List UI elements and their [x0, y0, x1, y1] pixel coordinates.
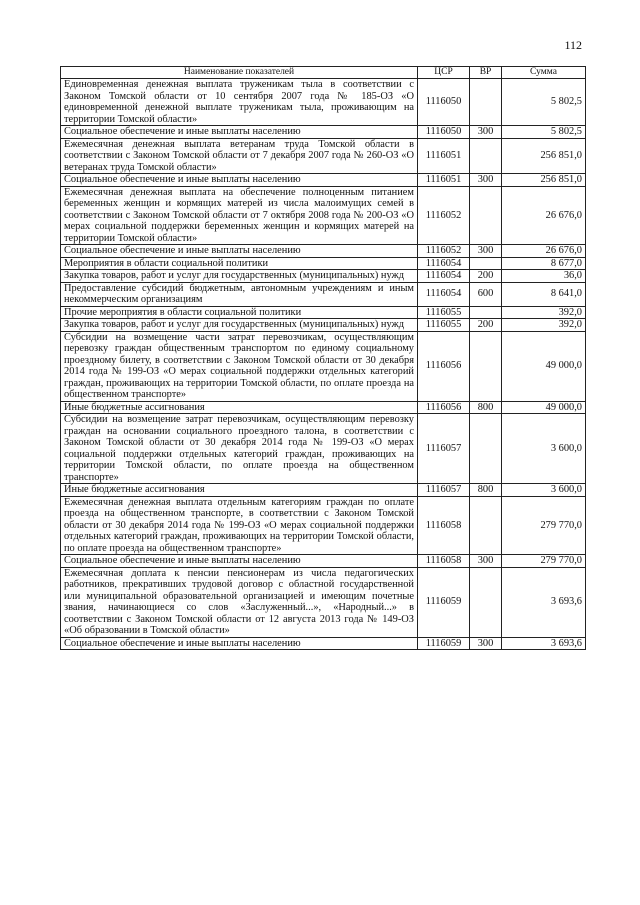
cell-name: Социальное обеспечение и иные выплаты населению [61, 174, 418, 187]
cell-name: Ежемесячная денежная выплата на обеспечение полноценным питанием беременных женщин и кормящих матерей из числа малоимущих семей в соответствии с Законом Томской области от 7 октября 2008 года № 200-ОЗ «О мерах социальной поддержки беременных женщин и кормящих матерей на территории Томской области» [61, 186, 418, 245]
header-name: Наименование показателей [61, 67, 418, 79]
cell-name: Социальное обеспечение и иные выплаты населению [61, 555, 418, 568]
cell-sum: 49 000,0 [502, 331, 586, 401]
cell-vr: 200 [470, 270, 502, 283]
page-number: 112 [564, 38, 582, 52]
table-row [61, 484, 586, 497]
cell-csr: 1116057 [418, 484, 470, 497]
cell-vr: 200 [470, 319, 502, 332]
cell-csr: 1116054 [418, 257, 470, 270]
cell-csr: 1116052 [418, 245, 470, 258]
cell-vr [470, 567, 502, 637]
cell-csr: 1116058 [418, 496, 470, 555]
table-row [61, 306, 586, 319]
header-sum: Сумма [502, 67, 586, 79]
cell-vr [470, 79, 502, 126]
table-row [61, 567, 586, 637]
cell-csr: 1116050 [418, 79, 470, 126]
table-row [61, 126, 586, 139]
table-row [61, 637, 586, 650]
cell-csr: 1116054 [418, 282, 470, 306]
cell-csr: 1116056 [418, 401, 470, 414]
cell-sum: 256 851,0 [502, 174, 586, 187]
cell-name: Закупка товаров, работ и услуг для государственных (муниципальных) нужд [61, 319, 418, 332]
cell-csr: 1116055 [418, 306, 470, 319]
table-row [61, 186, 586, 245]
table-row [61, 401, 586, 414]
cell-vr [470, 257, 502, 270]
cell-csr: 1116059 [418, 567, 470, 637]
table-row [61, 174, 586, 187]
cell-sum: 392,0 [502, 319, 586, 332]
cell-name: Единовременная денежная выплата труженикам тыла в соответствии с Законом Томской области от 10 сентября 2007 года № 185-ОЗ «О единовременной денежной выплате труженикам тыла, проживающим на территории Томской области» [61, 79, 418, 126]
cell-csr: 1116058 [418, 555, 470, 568]
cell-name: Субсидии на возмещение части затрат перевозчикам, осуществляющим перевозку граждан общественным транспортом по единому социальному проездному билету, в соответствии с Законом Томской области от 30 декабря 2014 года № 199-ОЗ «О мерах социальной поддержки отдельных категорий граждан, проживающих на территории Томской области, по оплате проезда на общественном транспорте» [61, 331, 418, 401]
table-row [61, 414, 586, 484]
table-row [61, 319, 586, 332]
cell-sum: 26 676,0 [502, 186, 586, 245]
cell-name: Предоставление субсидий бюджетным, автономным учреждениям и иным некоммерческим организациям [61, 282, 418, 306]
table-row [61, 555, 586, 568]
cell-sum: 256 851,0 [502, 138, 586, 174]
header-vr: ВР [470, 67, 502, 79]
cell-vr: 800 [470, 484, 502, 497]
cell-vr [470, 331, 502, 401]
cell-name: Ежемесячная денежная выплата ветеранам труда Томской области в соответствии с Законом Томской области от 7 декабря 2007 года № 260-ОЗ «О ветеранах труда Томской области» [61, 138, 418, 174]
cell-name: Мероприятия в области социальной политики [61, 257, 418, 270]
cell-name: Субсидии на возмещение затрат перевозчикам, осуществляющим перевозку граждан на основании социального проездного талона, в соответствии с Законом Томской области от 30 декабря 2014 года № 199-ОЗ «О мерах социальной поддержки отдельных категорий граждан, проживающих на территории Томской области, по оплате проезда на общественном транспорте» [61, 414, 418, 484]
cell-sum: 5 802,5 [502, 79, 586, 126]
cell-sum: 3 693,6 [502, 567, 586, 637]
table-row [61, 245, 586, 258]
cell-vr: 300 [470, 174, 502, 187]
table-row [61, 79, 586, 126]
table-row [61, 282, 586, 306]
cell-name: Иные бюджетные ассигнования [61, 484, 418, 497]
cell-sum: 3 600,0 [502, 484, 586, 497]
cell-csr: 1116057 [418, 414, 470, 484]
cell-sum: 26 676,0 [502, 245, 586, 258]
table-row [61, 496, 586, 555]
cell-name: Социальное обеспечение и иные выплаты населению [61, 126, 418, 139]
cell-csr: 1116050 [418, 126, 470, 139]
cell-sum: 279 770,0 [502, 555, 586, 568]
cell-name: Закупка товаров, работ и услуг для государственных (муниципальных) нужд [61, 270, 418, 283]
cell-name: Ежемесячная доплата к пенсии пенсионерам из числа педагогических работников, прекративших трудовой договор с областной государственной или муниципальной образовательной организацией и имеющим почетные звания, начинающиеся со слов «Заслуженный...», «Народный...» в соответствии с Законом Томской области от 12 августа 2013 года № 149-ОЗ «Об образовании в Томской области» [61, 567, 418, 637]
table-body [61, 79, 586, 650]
budget-table [60, 66, 586, 650]
cell-name: Социальное обеспечение и иные выплаты населению [61, 637, 418, 650]
table-header-row [61, 67, 586, 79]
cell-name: Иные бюджетные ассигнования [61, 401, 418, 414]
cell-vr: 600 [470, 282, 502, 306]
cell-sum: 49 000,0 [502, 401, 586, 414]
cell-name: Прочие мероприятия в области социальной политики [61, 306, 418, 319]
cell-sum: 3 600,0 [502, 414, 586, 484]
table-row [61, 138, 586, 174]
cell-sum: 279 770,0 [502, 496, 586, 555]
cell-vr: 300 [470, 245, 502, 258]
cell-sum: 8 677,0 [502, 257, 586, 270]
header-csr: ЦСР [418, 67, 470, 79]
cell-vr [470, 138, 502, 174]
cell-vr: 300 [470, 555, 502, 568]
cell-name: Ежемесячная денежная выплата отдельным категориям граждан по оплате проезда на общественном транспорте, в соответствии с Законом Томской области от 30 декабря 2014 года № 199-ОЗ «О мерах социальной поддержки отдельных категорий граждан, проживающих на территории Томской области, по оплате проезда на общественном транспорте» [61, 496, 418, 555]
cell-vr [470, 186, 502, 245]
cell-sum: 3 693,6 [502, 637, 586, 650]
cell-vr: 300 [470, 637, 502, 650]
cell-csr: 1116059 [418, 637, 470, 650]
table-row [61, 257, 586, 270]
cell-csr: 1116051 [418, 138, 470, 174]
cell-sum: 5 802,5 [502, 126, 586, 139]
cell-sum: 392,0 [502, 306, 586, 319]
cell-csr: 1116055 [418, 319, 470, 332]
table-row [61, 270, 586, 283]
cell-vr: 800 [470, 401, 502, 414]
cell-name: Социальное обеспечение и иные выплаты населению [61, 245, 418, 258]
cell-vr: 300 [470, 126, 502, 139]
table-row [61, 331, 586, 401]
cell-csr: 1116052 [418, 186, 470, 245]
cell-sum: 8 641,0 [502, 282, 586, 306]
cell-csr: 1116054 [418, 270, 470, 283]
cell-csr: 1116051 [418, 174, 470, 187]
cell-vr [470, 306, 502, 319]
cell-csr: 1116056 [418, 331, 470, 401]
cell-sum: 36,0 [502, 270, 586, 283]
cell-vr [470, 414, 502, 484]
cell-vr [470, 496, 502, 555]
